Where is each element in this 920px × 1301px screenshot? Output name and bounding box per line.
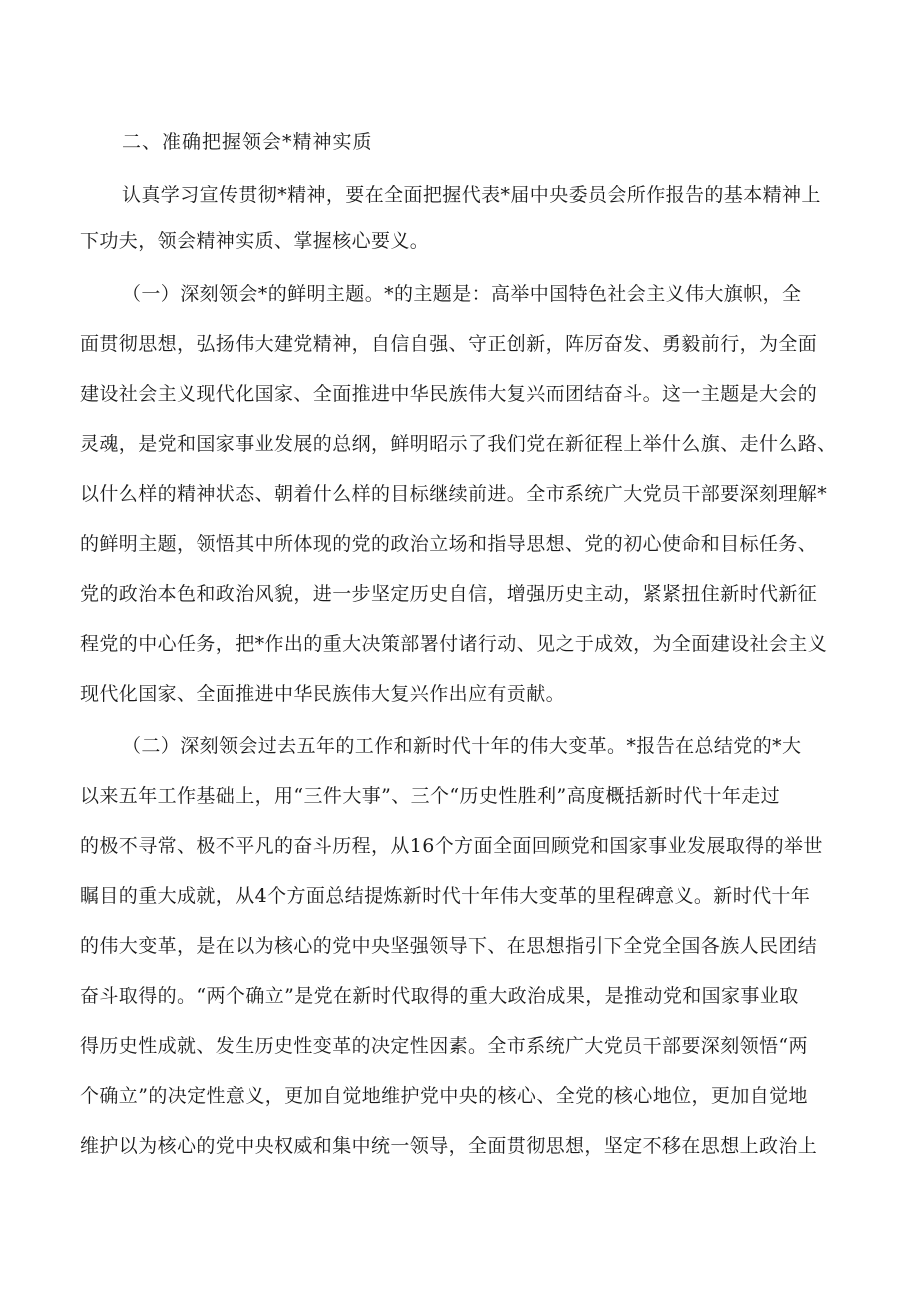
paragraph-line: 下功夫，领会精神实质、掌握核心要义。 <box>80 230 430 252</box>
paragraph-line: 奋斗取得的。“两个确立”是党在新时代取得的重大政治成果，是推动党和国家事业取 <box>80 985 799 1007</box>
paragraph-line: 现代化国家、全面推进中华民族伟大复兴作出应有贡献。 <box>80 683 566 705</box>
paragraph-line: 程党的中心任务，把*作出的重大决策部署付诸行动、见之于成效，为全面建设社会主义 <box>80 633 828 655</box>
section-heading: 二、准确把握领会*精神实质 <box>122 131 373 153</box>
paragraph-line: 以来五年工作基础上，用“三件大事”、三个“历史性胜利”高度概括新时代十年走过 <box>80 785 781 807</box>
paragraph-line: 瞩目的重大成就，从4个方面总结提炼新时代十年伟大变革的里程碑意义。新时代十年 <box>80 885 811 907</box>
paragraph-line: （一）深刻领会*的鲜明主题。*的主题是：高举中国特色社会主义伟大旗帜，全 <box>122 283 802 305</box>
paragraph-line: 得历史性成就、发生历史性变革的决定性因素。全市系统广大党员干部要深刻领悟“两 <box>80 1035 808 1057</box>
paragraph-line: 灵魂，是党和国家事业发展的总纲，鲜明昭示了我们党在新征程上举什么旗、走什么路、 <box>80 433 837 455</box>
paragraph-line: 建设社会主义现代化国家、全面推进中华民族伟大复兴而团结奋斗。这一主题是大会的 <box>80 383 818 405</box>
paragraph-line: 维护以为核心的党中央权威和集中统一领导，全面贯彻思想，坚定不移在思想上政治上 <box>80 1135 818 1157</box>
paragraph-line: 的伟大变革，是在以为核心的党中央坚强领导下、在思想指引下全党全国各族人民团结 <box>80 935 818 957</box>
paragraph-line: 的极不寻常、极不平凡的奋斗历程，从16个方面全面回顾党和国家事业发展取得的举世 <box>80 835 823 857</box>
paragraph-line: 面贯彻思想，弘扬伟大建党精神，自信自强、守正创新，阵厉奋发、勇毅前行，为全面 <box>80 333 818 355</box>
paragraph-line: （二）深刻领会过去五年的工作和新时代十年的伟大变革。*报告在总结党的*大 <box>122 735 802 757</box>
paragraph-line: 个确立”的决定性意义，更加自觉地维护党中央的核心、全党的核心地位，更加自觉地 <box>80 1085 808 1107</box>
paragraph-line: 以什么样的精神状态、朝着什么样的目标继续前进。全市系统广大党员干部要深刻理解* <box>80 483 828 505</box>
paragraph-line: 党的政治本色和政治风貌，进一步坚定历史自信，增强历史主动，紧紧扭住新时代新征 <box>80 583 818 605</box>
paragraph-line: 的鲜明主题，领悟其中所体现的党的政治立场和指导思想、党的初心使命和目标任务、 <box>80 533 818 555</box>
paragraph-line: 认真学习宣传贯彻*精神，要在全面把握代表*届中央委员会所作报告的基本精神上 <box>122 184 821 206</box>
